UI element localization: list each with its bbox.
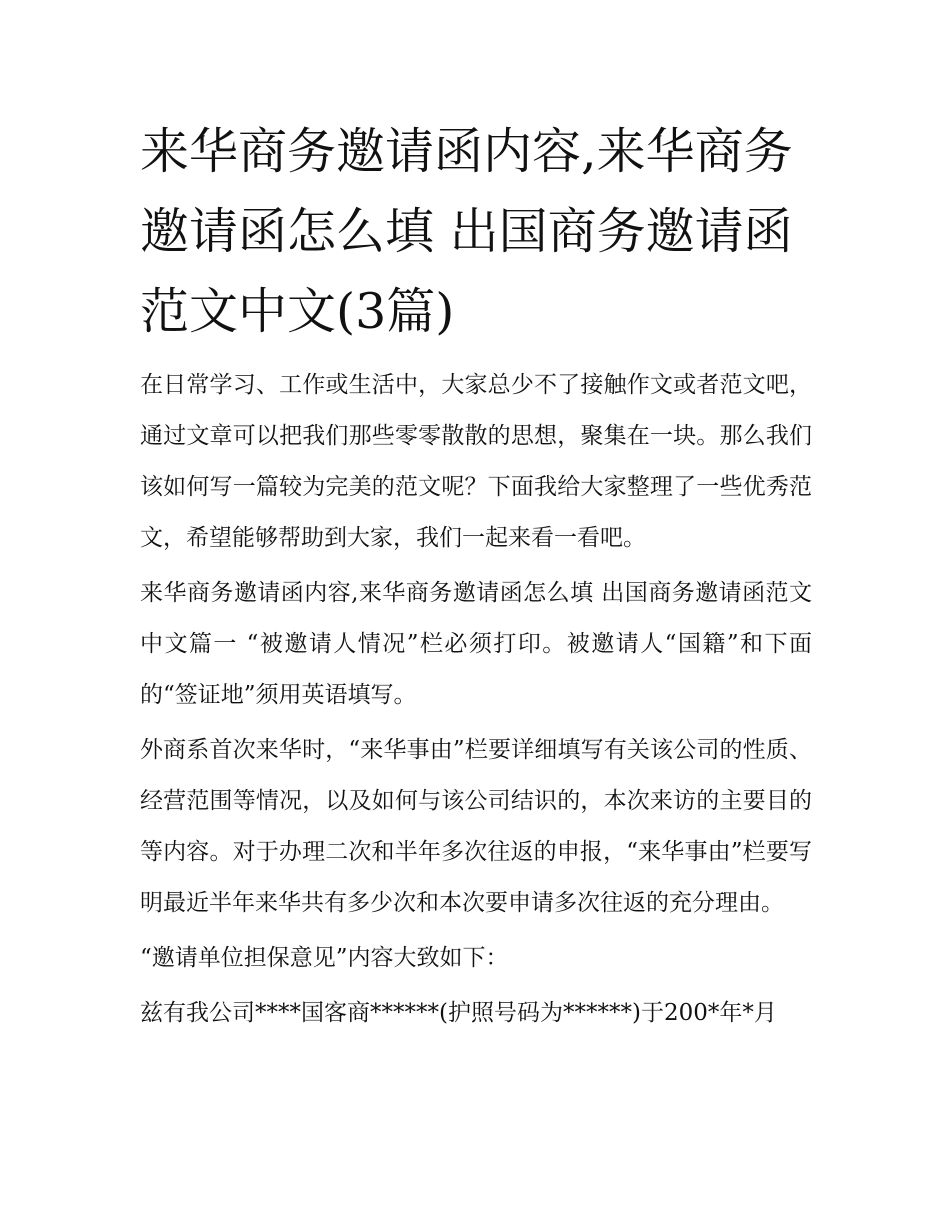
paragraph-guarantee-body: 兹有我公司****国客商******(护照号码为******)于200*年*月: [140, 1000, 777, 1026]
document-title: 来华商务邀请函内容,来华商务邀请函怎么填 出国商务邀请函范文中文(3篇): [140, 123, 793, 340]
paragraph-intro: 在日常学习、工作或生活中，大家总少不了接触作文或者范文吧，通过文章可以把我们那些零零散散的思想，聚集在一块。那么我们该如何写一篇较为完美的范文呢？下面我给大家整理了一些优秀范文，希望能够帮助到大家，我们一起来看一看吧。: [140, 372, 812, 551]
paragraph-guarantee-heading: “邀请单位担保意见”内容大致如下：: [140, 945, 509, 971]
paragraph-article-one: 来华商务邀请函内容,来华商务邀请函怎么填 出国商务邀请函范文中文篇一 “被邀请人情况”栏必须打印。被邀请人“国籍”和下面的“签证地”须用英语填写。: [140, 580, 812, 708]
paragraph-visa-reason: 外商系首次来华时，“来华事由”栏要详细填写有关该公司的性质、经营范围等情况，以及如何与该公司结识的，本次来访的主要目的等内容。对于办理二次和半年多次往返的申报，“来华事由”栏要写明最近半年来华共有多少次和本次要申请多次往返的充分理由。: [140, 737, 812, 916]
document-page: [140, 112, 812, 1043]
